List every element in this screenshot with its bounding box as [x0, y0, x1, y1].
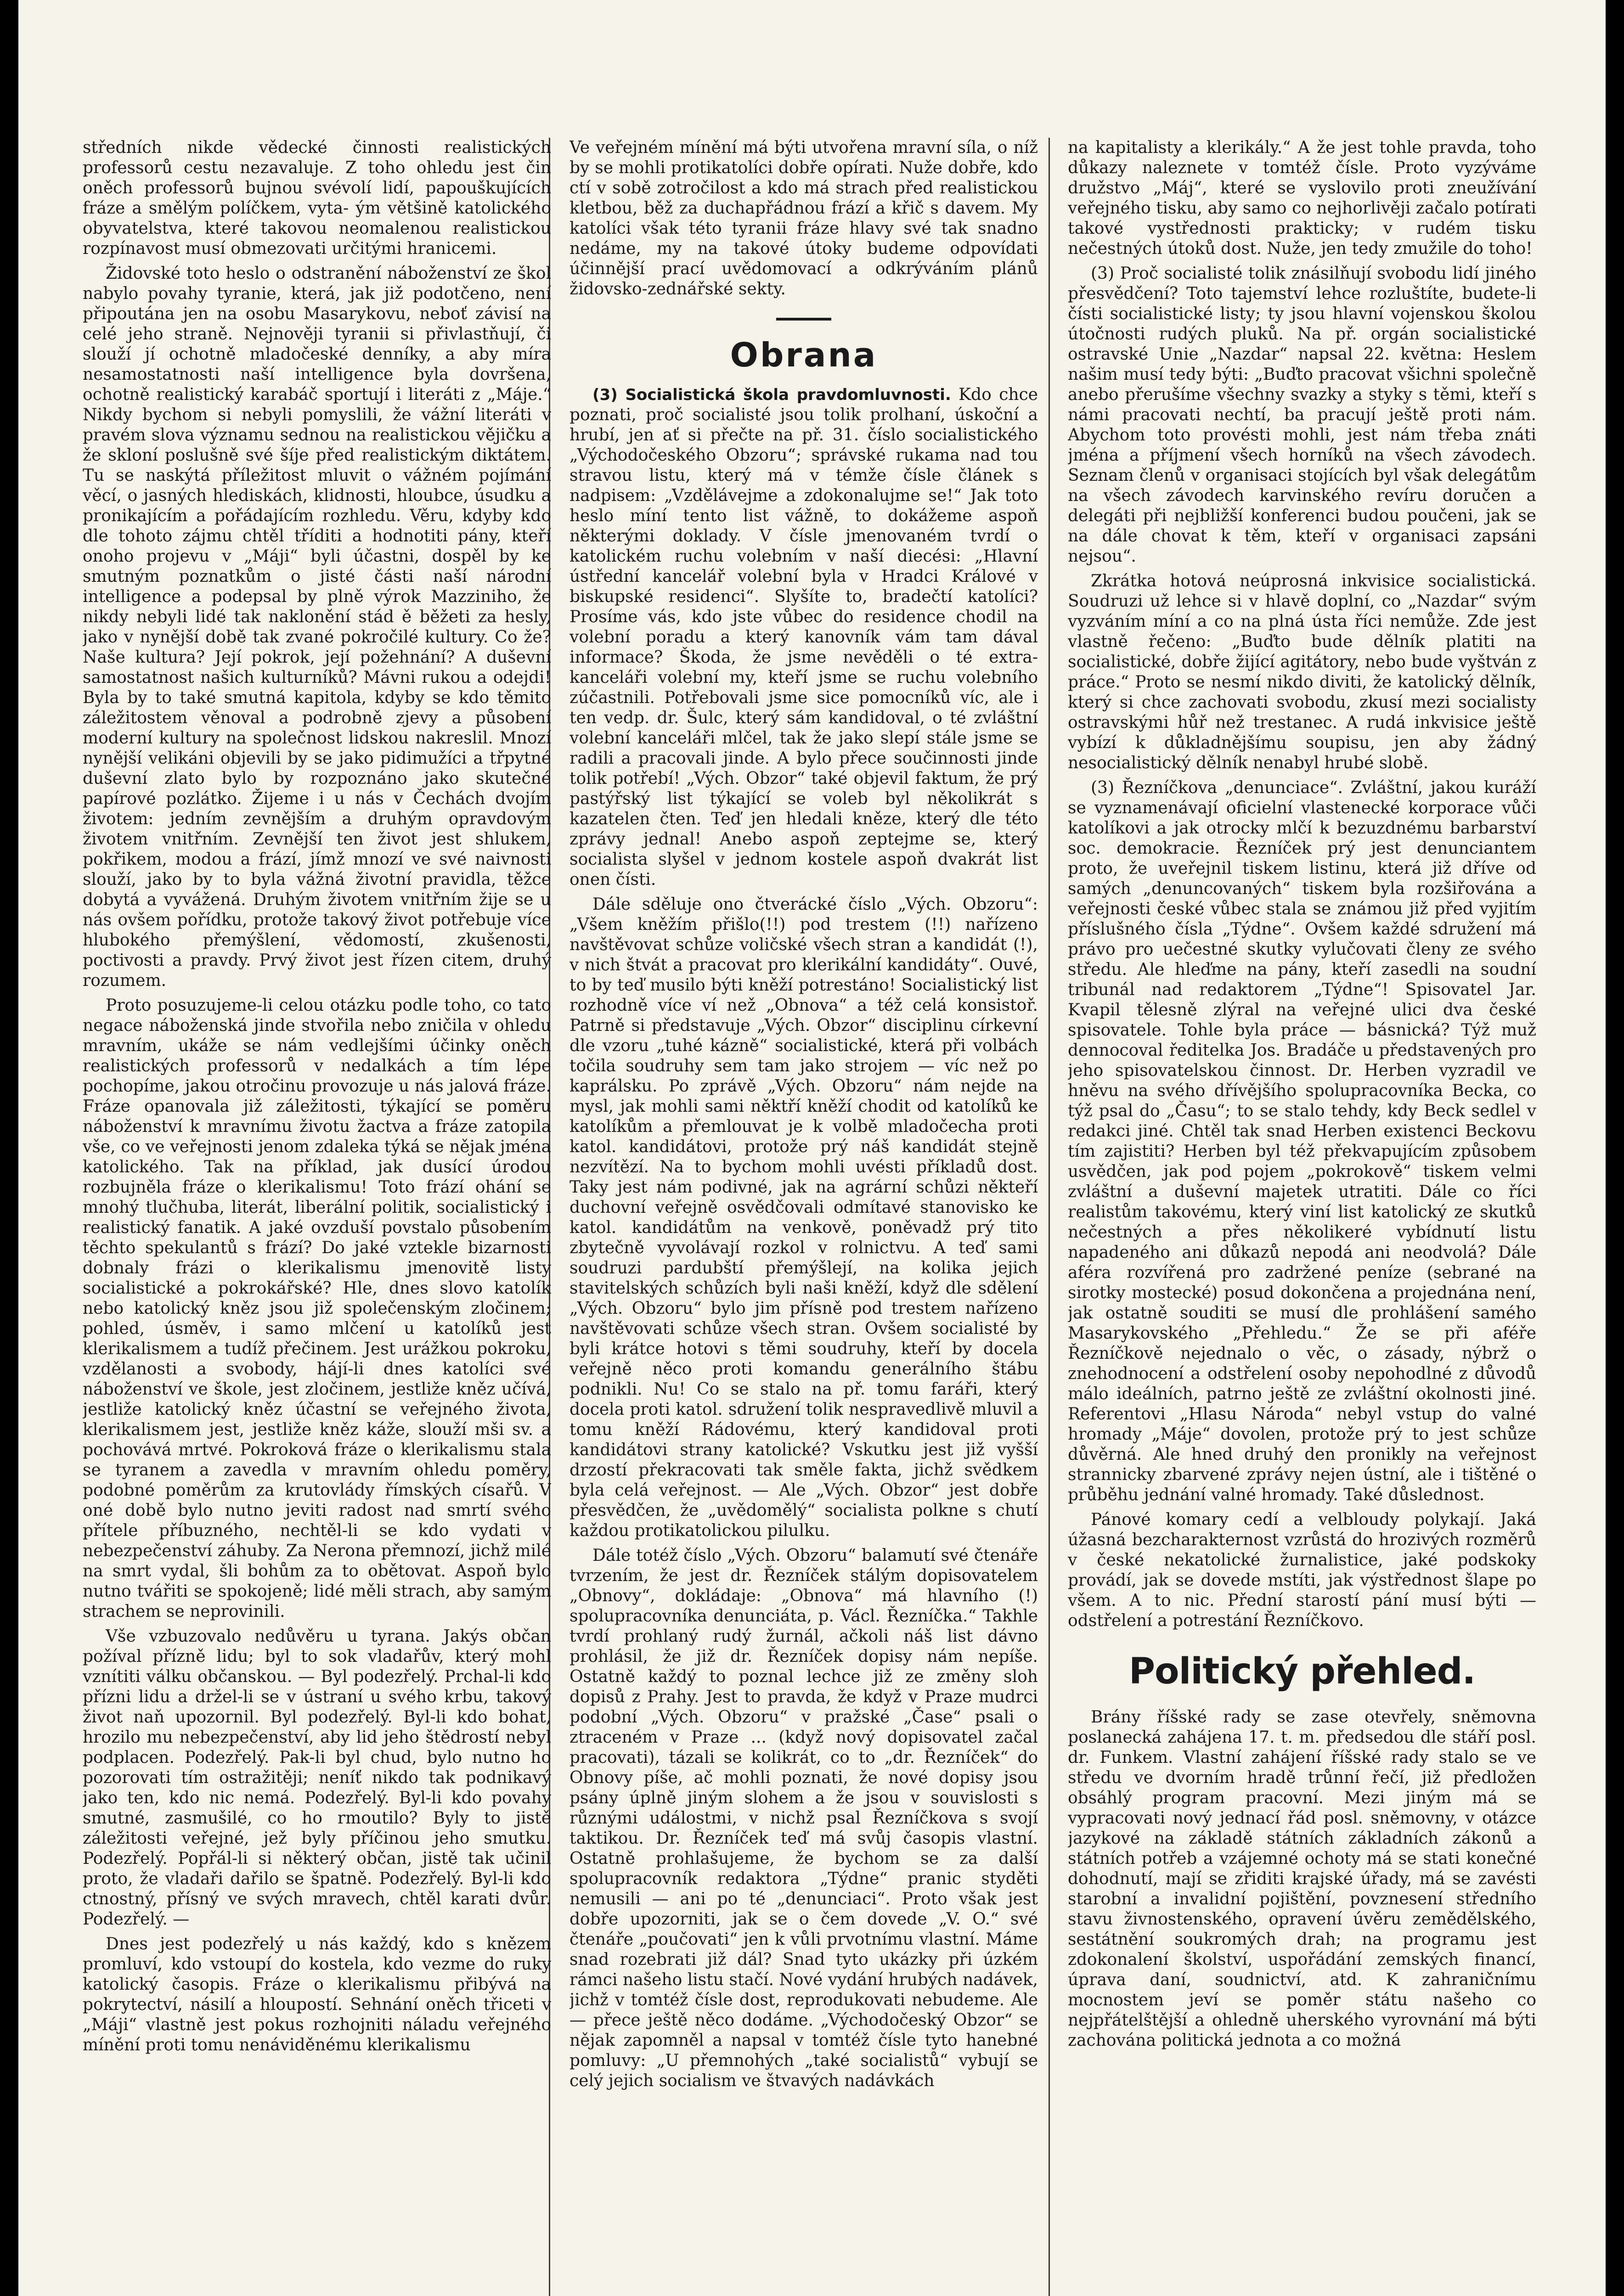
col1-paragraph: středních nikde vědecké činnosti realistických professorů cestu nezavaluje. Z toho ohledu jest čin oněch professorů bujnou svévolí lidí, papouškujících fráze a smělým políčkem, vyta- ým většině katolického obyvatelstva, které takovou neomalenou realistickou rozpínavost musí obmezovati určitými hranicemi.: [83, 138, 551, 258]
section-title-obrana: Obrana: [730, 336, 878, 374]
col1-paragraph: Vše vzbuzovalo nedůvěru u tyrana. Jakýs občan požíval přízně lidu; byl to sok vladařův, který mohl vznítiti válku občanskou. — Byl podezřelý. Prchal-li kdo přízni lidu a držel-li se v ústraní u svého krbu, takový život naň upozornil. Byl podezřelý. Byl-li kdo bohat, hrozilo mu nebezpečenství, aby lid jeho štědrostí nebyl podplacen. Podezřelý. Pak-li byl chud, bylo nutno ho pozorovati tím ostražitěji; neníť nikdo tak podnikavý jako ten, kdo nic nemá. Podezřelý. Byl-li kdo povahy smutné, zasmušilé, co ho rmoutilo? Byly to jistě záležitosti veřejné, jež byly příčinou jeho smutku. Podezřelý. Popřál-li si některý občan, jistě tak učinil proto, že vladaři dařilo se špatně. Podezřelý. Byl-li kdo ctnostný, přísný ve svých mravech, chtěl karati dvůr. Podezřelý. —: [83, 1627, 551, 1929]
scan-right-border: [1606, 0, 1624, 2296]
col1-paragraph: Židovské toto heslo o odstranění náboženství ze škol nabylo povahy tyranie, která, jak již podotčeno, není připoutána jen na osobu Masarykovu, neboť závisí na celé jeho straně. Nejnověji tyranii si přivlastňují, či slouží jí ochotně mladočeské denníky, a aby míra nesamostatnosti naší intelligence byla dovršena, ochotně realistický karabáč sportují i literáti z „Máje.“ Nikdy bychom si nebyli pomyslili, že vážní literáti v pravém slova významu sednou na realistickou vějičku a že skloní poslušně své šíje před realistickým diktátem. Tu se naskýtá příležitost mluvit o vážném pojímání věcí, o jasných hlediskách, klidnosti, hloubce, úsudku a pronikajícím a pořádajícím rozhledu. Věru, kdyby kdo dle tohoto zájmu chtěl tříditi a hodnotiti pány, kteří onoho projevu v „Máji“ byli účastni, dospěl by ke smutným poznatkům o jisté části naší národní intelligence a podepsal by plně výrok Mazziniho, že nikdy nebyli lidé tak naklonění stád ě běžeti za hesly, jako v nynější době tak zvané pokročilé kultury. Co že? Naše kultura? Její pokrok, její požehnání? A duševní samostatnost našich kulturníků? Mávni rukou a odejdi! Byla by to také smutná kapitola, kdyby se kdo těmito záležitostem věnoval a podrobně zjevy a působení moderní kultury na společnost lidskou nakreslil. Mnozí nynější velikáni objevili by se jako pidimužíci a třpytné duševní zlato bylo by rozpoznáno jako skutečné papírové pozlátko. Žijeme i u nás v Čechách dvojím životem: jedním zevnějším a druhým opravdovým životem vnitřním. Zevnější ten život jest shlukem, pokřikem, modou a frází, jímž mnozí ve své naivnosti slouží, jako by to byla vážná životní pravidla, těžce dobytá a vyvážená. Druhým životem vnitřním žije se u nás ovšem pořídku, protože takový život potřebuje více hlubokého přemýšlení, vědomostí, zkušenosti, poctivosti a pravdy. Prvý život jest řízen citem, druhý rozumem.: [83, 264, 551, 990]
column-rule-2: [1049, 138, 1050, 2296]
col1-paragraph: Dnes jest podezřelý u nás každý, kdo s knězem promluví, kdo vstoupí do kostela, kdo vezme do ruky katolický časopis. Fráze o klerikalismu přibývá na pokrytectví, násilí a hloupostí. Sehnání oněch třiceti v „Máji“ vlastně jest pokus rozhojniti náladu veřejného mínění proti tomu nenáviděnému klerikalismu: [83, 1935, 551, 2054]
col3-paragraph: na kapitalisty a klerikály.“ A že jest tohle pravda, toho důkazy naleznete v tomtéž čísle. Proto vyzýváme družstvo „Máj“, které se vyslovilo proti zneužívání veřejného tisku, aby samo co nejhorlivěji začalo potírati takové vystřednosti prakticky; v rudém tisku nečestných útoků dost. Nuže, jen tedy zmužile do toho!: [1068, 138, 1536, 258]
politicky-paragraph: Brány říšské rady se zase otevřely, sněmovna poslanecká zahájena 17. t. m. předsedou dle stáří posl. dr. Funkem. Vlastní zahájení říšské rady stalo se ve středu ve dvorním hradě trůnní řečí, již předložen obsáhlý program pracovní. Mezi jiným má se vypracovati nový jednací řád posl. sněmovny, v otázce jazykové na základě státních základních zákonů a státních potřeb a vzájemné ochoty má se stati konečné dohodnutí, mají se zřiditi krajské úřady, má se zavésti starobní a invalidní pojištění, povznesení středního stavu živnostenského, opravení úvěru zemědělského, sestátnění soukromých drah; na programu jest zdokonalení školství, uspořádání zemských financí, úprava daní, soudnictví, atd. K zahraničnímu mocnostem jeví se poměr státu našeho co nejpřátelštější a ohledně uherského vyrovnání má býti zachována politická jednota a co možná: [1068, 1708, 1536, 2050]
scan-left-border: [0, 0, 18, 2296]
column-1: [83, 138, 551, 2296]
col2-paragraph: Ve veřejném mínění má býti utvořena mravní síla, o níž by se mohli protikatolíci dobře opírati. Nuže dobře, kdo ctí v sobě zotročilost a kdo má strach před realistickou kletbou, běž za duchapřádnou frází a křič s davem. My katolíci však této tyranii fráze hlavy své tak snadno nedáme, my na takové útoky budeme odpovídati účinnější prací uvědomovací a odkrýváním plánů židovsko-zednářské sekty.: [570, 138, 1038, 298]
column-2: [570, 138, 1038, 2296]
section-title-politicky-prehled: Politický přehled.: [1128, 1651, 1476, 1692]
col1-paragraph: Proto posuzujeme-li celou otázku podle toho, co tato negace náboženská jinde stvořila nebo zničila v ohledu mravním, ukáže se nám vedlejšími účinky oněch realistických professorů v nedalkách a tím lépe pochopíme, jakou otročinu provozuje u nás jalová fráze. Fráze opanovala již záležitosti, týkající se poměru náboženství k mravnímu životu žactva a fráze zatopila vše, co ve veřejnosti jenom zdaleka týká se nějak jména katolického. Tak na příklad, jak dusící úrodou rozbujněla fráze o klerikalismu! Toto frází ohání se mnohý tlučhuba, literát, liberální politik, socialistický i realistický fanatik. A jaké ovzduší povstalo působením těchto spekulantů s frází? Do jaké vztekle bizarnosti dobnaly frázi o klerikalismu jmenovitě listy socialistické a pokrokářské? Hle, dnes slovo katolík nebo katolický kněz jsou již společenským zločinem; pohled, úsměv, i samo mlčení u katolíků jest klerikalismem a tudíž přečinem. Jest urážkou pokroku, vzdělanosti a svobody, hájí-li dnes katolíci své náboženství ve škole, jest zločinem, jestliže kněz učívá, jestliže katolický kněz účastní se veřejného života, klerikalismem jest, jestliže kněz káže, slouží mši sv. a pochovává mrtvé. Pokroková fráze o klerikalismu stala se tyranem a zavedla v mravním ohledu poměry, podobné poměrům za krutovlády římských císařů. V oné době bylo nutno jeviti radost nad smrtí svého přítele příbuzného, nechtěl-li se kdo vydati v nebezpečenství záhuby. Za Nerona přemnozí, jichž milé na smrt vydal, šli bohům za to obětovat. Aspoň bylo nutno tvářiti se spokojeně; lidé měli strach, aby samým strachem se neprovinili.: [83, 996, 551, 1621]
col3-paragraph: (3) Proč socialisté tolik znásilňují svobodu lidí jiného přesvědčení? Toto tajemství lehce rozluštíte, budete-li čísti socialistické listy; ty jsou hlavní vojenskou školou útočnosti rudých pluků. Na př. orgán socialistické ostravské Unie „Nazdar“ napsal 22. května: Heslem našim musí tedy býti: „Buďto pracovat všichni společně anebo přerušíme všechny svazky a styky s těmi, kteří s námi pracovati nechtí, ba pracují ještě proti nám. Abychom toto provésti mohli, jest nám třeba znáti jména a příjmení všech horníků na všech závodech. Seznam členů v organisaci stojících byl však delegátům na všech závodech karvinského revíru doručen a delegáti při nejbližší konferenci budou poučeni, jak se na dále chovat k těm, kteří v organisaci zapsáni nejsou“.: [1068, 264, 1536, 566]
column-3: [1068, 138, 1536, 2296]
obrana-paragraph: Kdo chce poznati, proč socialisté jsou tolik prolhaní, úskoční a hrubí, jen ať si přečte na př. 31. číslo socialistického „Východočeského Obzoru“; správské rukama nad tou stravou listu, který má v témže čísle článek s nadpisem: „Vzdělávejme a zdokonalujme se!“ Jak toto heslo míní tento list vážně, to dokážeme aspoň některými doklady. V čísle jmenovaném tvrdí o katolickém ruchu volebním v naší diecési: „Hlavní ústřední kancelář volební byla v Hradci Králové v biskupské residenci“. Slyšíte to, bradečtí katolíci? Prosíme vás, kdo jste vůbec do residence chodil na volební poradu a který kanovník vám tam dával informace? Škoda, že jsme nevěděli o té extra-kanceláři volební my, kteří jsme se ruchu volebního zúčastnili. Potřebovali jsme sice pomocníků víc, ale i ten vedp. dr. Šulc, který sám kandidoval, o té zvláštní volební kanceláři mlčel, tak že jako slepí stále jsme se radili a pracovali jinde. A bylo přece součinnosti jinde tolik potřebí! „Vých. Obzor“ také objevil faktum, že prý pastýřský list týkající se voleb byl několikrát s kazatelen čten. Teď jen hledali kněze, který dle této zprávy jednal! Anebo aspoň zeptejme se, který socialista slyšel v jednom kostele aspoň dvakrát list onen čísti.: [570, 385, 1038, 889]
section-divider: [776, 318, 831, 321]
col3-paragraph: (3) Řezníčkova „denunciace“. Zvláštní, jakou kuráží se vyznamenávají oficielní vlastenecké korporace vůči katolíkovi a jak otrocky mlčí k bezuzdnému barbarství soc. demokracie. Řezníček prý jest denunciantem proto, že uveřejnil tiskem listinu, která již dříve od samých „denuncovaných“ tiskem byla rozšiřována a veřejnosti české vůbec stala se známou již před vyjitím příslušného čísla „Týdne“. Ovšem každé sdružení má právo pro uečestné skutky vylučovati členy ze svého středu. Ale hleďme na pány, kteří zasedli na soudní tribunál nad redaktorem „Týdne“! Spisovatel Jar. Kvapil tělesně zlýral na veřejné ulici dva české spisovatele. Tohle byla práce — básnická? Týž muž dennocoval ředitelka Jos. Bradáče u představených pro jeho spisovatelskou činnost. Dr. Herben vyzradil ve hněvu na svého dřívějšího spolupracovníka Becka, co týž psal do „Času“; to se stalo tehdy, kdy Beck sedlel v redakci jiné. Chtěl tak snad Herben existenci Beckovu tím zajistiti? Herben byl též překvapujícím způsobem usvědčen, jak pod pojem „pokrokově“ tiskem velmi zvláštní a duševní majetek utratiti. Dále co říci realistům takovému, který viní list katolický ze skutků nečestných a přes několikeré vybídnutí listu napadeného ani důkazů nepodá ani neodvolá? Dále aféra rozvířená pro zadržené peníze (sebrané na sirotky mostecké) posud dokončena a projednána není, jak ostatně souditi se musí dle prohlášení samého Masarykovského „Přehledu.“ Že se při aféře Řezníčkově nejednalo o věc, o zásady, nýbrž o znehodnocení a odstřelení osoby nepohodlné z důvodů málo ideálních, patrno ještě ze zvláštní okolnosti jiné. Referentovi „Hlasu Národa“ nebyl vstup do valné hromady „Máje“ dovolen, protože prý to jest schůze důvěrná. Ale hned druhý den pronikly na veřejnost strannicky zbarvené zprávy nejen ústní, ale i tištěné o průběhu jednání valné hromady. Také důslednost.: [1068, 778, 1536, 1504]
obrana-paragraph: Dále totéž číslo „Vých. Obzoru“ balamutí své čtenáře tvrzením, že jest dr. Řezníček stálým dopisovatelem „Obnovy“, dokládaje: „Obnova“ má hlavního (!) spolupracovníka denunciáta, p. Václ. Řezníčka.“ Takhle tvrdí prohlaný rudý žurnál, ačkoli náš list dávno prohlásil, že již dr. Řezníček dopisy nám nepíše. Ostatně každý to poznal lechce již ze změny sloh dopisů z Prahy. Jest to pravda, že když v Praze mudrci podobní „Vých. Obzoru“ v pražské „Čase“ psali o ztraceném v Praze ... (když nový dopisovatel začal pracovati), tázali se kolikrát, co to „dr. Řezníček“ do Obnovy píše, ač mohli poznati, že nové dopisy jsou psány úplně jiným slohem a že jsou v souvislosti s různými událostmi, v nichž psal Řezníčkova s svojí taktikou. Dr. Řezníček teď má svůj časopis vlastní. Ostatně prohlašujeme, že bychom se za další spolupracovník redaktora „Týdne“ pranic styděti nemusili — ani po té „denunciaci“. Proto však jest dobře upozorniti, jak se o čem dovede „V. O.“ své čtenáře „poučovati“ jen k vůli prvotnímu vlastní. Máme snad rozebrati již dál? Snad tyto ukázky při úzkém rámci našeho listu stačí. Nové vydání hrubých nadávek, jichž v tomtéž čísle dost, reprodukovati nebudeme. Ale — přece ještě něco dodáme. „Východočeský Obzor“ se nějak zapomněl a napsal v tomtéž čísle tyto hanebné pomluvy: „U přemnohých „také socialistů“ vybují se celý jejich socialism ve štvavých nadávkách: [570, 1546, 1038, 2090]
obrana-item-head: (3) Socialistická škola pravdomluvnosti.: [592, 386, 951, 404]
col3-paragraph: Zkrátka hotová neúprosná inkvisice socialistická. Soudruzi už lehce si v hlavě doplní, co „Nazdar“ svým vyzváním míní a co na plná ústa říci nemůže. Zde jest vlastně řečeno: „Buďto bude dělník platiti na socialistické, dobře žijící agitátory, nebo bude vyštván z práce.“ Proto se nesmí nikdo diviti, že katolický dělník, který si chce zachovati svobodu, zkusí mezi socialisty ostravskými hůř než trestanec. A rudá inkvisice ještě vybízí k důkladnějšímu soupisu, jen aby žádný nesocialistický dělník nenabyl hrubé slobě.: [1068, 572, 1536, 772]
col3-paragraph: Pánové komary cedí a velbloudy polykají. Jaká úžasná bezcharakternost vzrůstá do hrozivých rozměrů v české nekatolické žurnalistice, jaké podskoky provádí, jak se dovede mstíti, jak výstřednost šlape po všem. A to nic. Přední starostí pání musí býti — odstřelení a potrestání Řezníčkovo.: [1068, 1510, 1536, 1630]
obrana-paragraph: Dále sděluje ono čtverácké číslo „Vých. Obzoru“: „Všem kněžím přišlo(!!) pod trestem (!!) nařízeno navštěvovat schůze voličské všech stran a kandidát (!), v nich štvát a pracovat pro klerikální kandidáty“. Ouvé, to by teď musilo býti kněží potrestáno! Socialistický list rozhodně více ví než „Obnova“ a též celá konsistoř. Patrně si představuje „Vých. Obzor“ disciplinu církevní dle vzoru „tuhé kázně“ socialistické, která při volbách točila soudruhy sem tam jako strojem — víc než po kaprálsku. Po zprávě „Vých. Obzoru“ nám nejde na mysl, jak mohli sami něktří kněží chodit od katolíků ke katolíkům a přemlouvat je k volbě mladočecha proti katol. kandidátovi, protože prý náš kandidát stejně nezvítězí. Na to bychom mohli uvésti příkladů dost. Taky jest nám podivné, jak na agrární schůzi někteří duchovní veřejně osvědčovali odmítavé stanovisko ke katol. kandidátům na venkově, poněvadž prý tito zbytečně vyvolávají rozkol v rolnictvu. A teď sami soudruzi pardubští přemýšlejí, na kolika jejich stavitelských schůzích byli naši kněží, když dle sdělení „Vých. Obzoru“ bylo jim přísně pod trestem nařízeno navštěvovati schůze všech stran. Ovšem socialisté by byli krátce hotovi s těmi soudruhy, kteří by docela veřejně něco proti komandu generálního štábu podnikli. Nu! Co se stalo na př. tomu faráři, který docela proti katol. sdružení tolik nespravedlivě mluvil a tomu kněží Rádovému, který kandidoval proti kandidátovi strany katolické? Vskutku jest již vyšší drzostí překracovati tak směle fakta, jichž svědkem byla celá veřejnost. — Ale „Vých. Obzor“ jest dobře přesvědčen, že „uvědomělý“ socialista polkne s chutí každou protikatolickou pilulku.: [570, 895, 1038, 1540]
